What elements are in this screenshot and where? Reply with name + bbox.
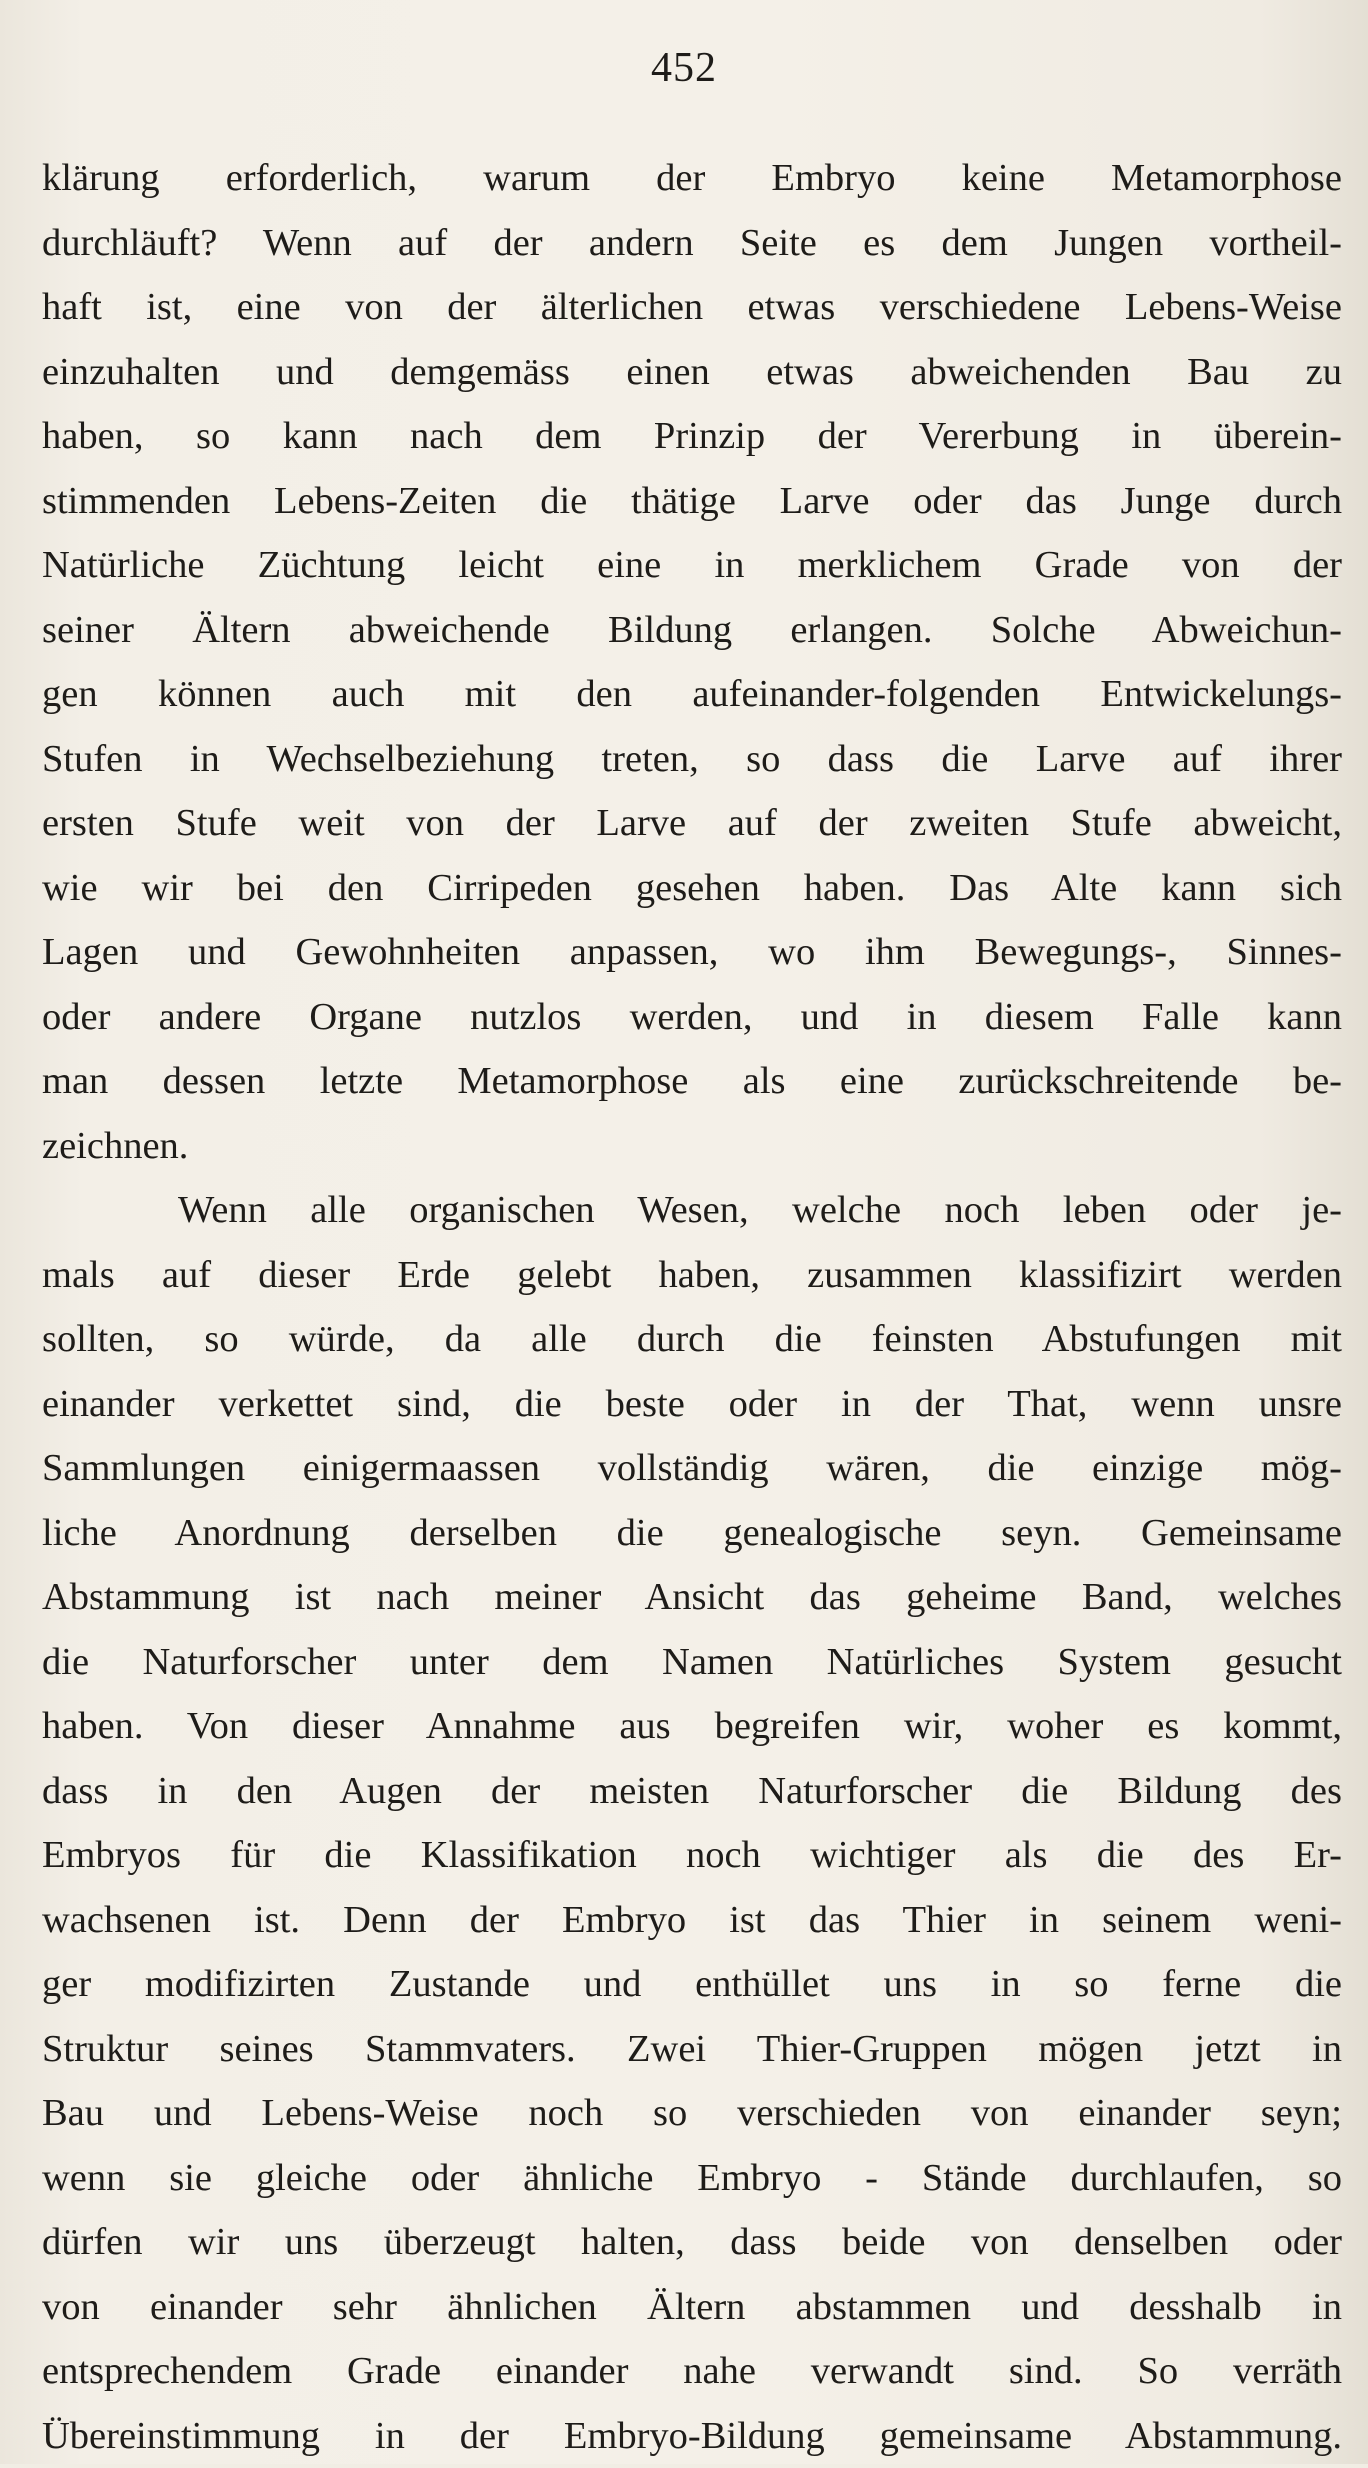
text-line: Wenn alle organischen Wesen, welche noch leben oder je- [42, 1178, 1342, 1243]
text-line: Sammlungen einigermaassen vollständig wären, die einzige mög- [42, 1436, 1342, 1501]
text-line: dürfen wir uns überzeugt halten, dass beide von denselben oder [42, 2210, 1342, 2275]
text-line: Struktur seines Stammvaters. Zwei Thier-Gruppen mögen jetzt in [42, 2017, 1342, 2082]
text-line: durchläuft? Wenn auf der andern Seite es dem Jungen vortheil- [42, 211, 1342, 276]
text-line: seiner Ältern abweichende Bildung erlangen. Solche Abweichun- [42, 598, 1342, 663]
text-line: man dessen letzte Metamorphose als eine zurückschreitende be- [42, 1049, 1342, 1114]
text-line: haben, so kann nach dem Prinzip der Vererbung in überein- [42, 404, 1342, 469]
text-line: Übereinstimmung in der Embryo-Bildung gemeinsame Abstammung. [42, 2404, 1342, 2468]
text-line: Embryos für die Klassifikation noch wichtiger als die des Er- [42, 1823, 1342, 1888]
text-line: Bau und Lebens-Weise noch so verschieden von einander seyn; [42, 2081, 1342, 2146]
text-line: klärung erforderlich, warum der Embryo keine Metamorphose [42, 146, 1342, 211]
text-line: liche Anordnung derselben die genealogische seyn. Gemeinsame [42, 1501, 1342, 1566]
text-line: haft ist, eine von der älterlichen etwas verschiedene Lebens-Weise [42, 275, 1342, 340]
text-line: sollten, so würde, da alle durch die feinsten Abstufungen mit [42, 1307, 1342, 1372]
paragraph-2 [42, 1178, 1342, 2468]
text-line: einander verkettet sind, die beste oder in der That, wenn unsre [42, 1372, 1342, 1437]
text-line: Natürliche Züchtung leicht eine in merklichem Grade von der [42, 533, 1342, 598]
text-line: von einander sehr ähnlichen Ältern abstammen und desshalb in [42, 2275, 1342, 2340]
text-line: gen können auch mit den aufeinander-folgenden Entwickelungs- [42, 662, 1342, 727]
text-line: ersten Stufe weit von der Larve auf der zweiten Stufe abweicht, [42, 791, 1342, 856]
text-line: zeichnen. [42, 1114, 1342, 1179]
text-line: mals auf dieser Erde gelebt haben, zusammen klassifizirt werden [42, 1243, 1342, 1308]
text-line: stimmenden Lebens-Zeiten die thätige Larve oder das Junge durch [42, 469, 1342, 534]
paragraph-1 [42, 146, 1342, 1178]
text-line: oder andere Organe nutzlos werden, und in diesem Falle kann [42, 985, 1342, 1050]
text-line: Abstammung ist nach meiner Ansicht das geheime Band, welches [42, 1565, 1342, 1630]
page-number: 452 [0, 44, 1368, 92]
text-line: Stufen in Wechselbeziehung treten, so dass die Larve auf ihrer [42, 727, 1342, 792]
text-line: wachsenen ist. Denn der Embryo ist das Thier in seinem weni- [42, 1888, 1342, 1953]
text-line: dass in den Augen der meisten Naturforscher die Bildung des [42, 1759, 1342, 1824]
text-line: ger modifizirten Zustande und enthüllet uns in so ferne die [42, 1952, 1342, 2017]
text-line: entsprechendem Grade einander nahe verwandt sind. So verräth [42, 2339, 1342, 2404]
text-line: haben. Von dieser Annahme aus begreifen wir, woher es kommt, [42, 1694, 1342, 1759]
body-text [42, 146, 1342, 2468]
text-line: die Naturforscher unter dem Namen Natürliches System gesucht [42, 1630, 1342, 1695]
text-line: wie wir bei den Cirripeden gesehen haben. Das Alte kann sich [42, 856, 1342, 921]
text-line: einzuhalten und demgemäss einen etwas abweichenden Bau zu [42, 340, 1342, 405]
text-line: Lagen und Gewohnheiten anpassen, wo ihm Bewegungs-, Sinnes- [42, 920, 1342, 985]
text-line: wenn sie gleiche oder ähnliche Embryo - Stände durchlaufen, so [42, 2146, 1342, 2211]
